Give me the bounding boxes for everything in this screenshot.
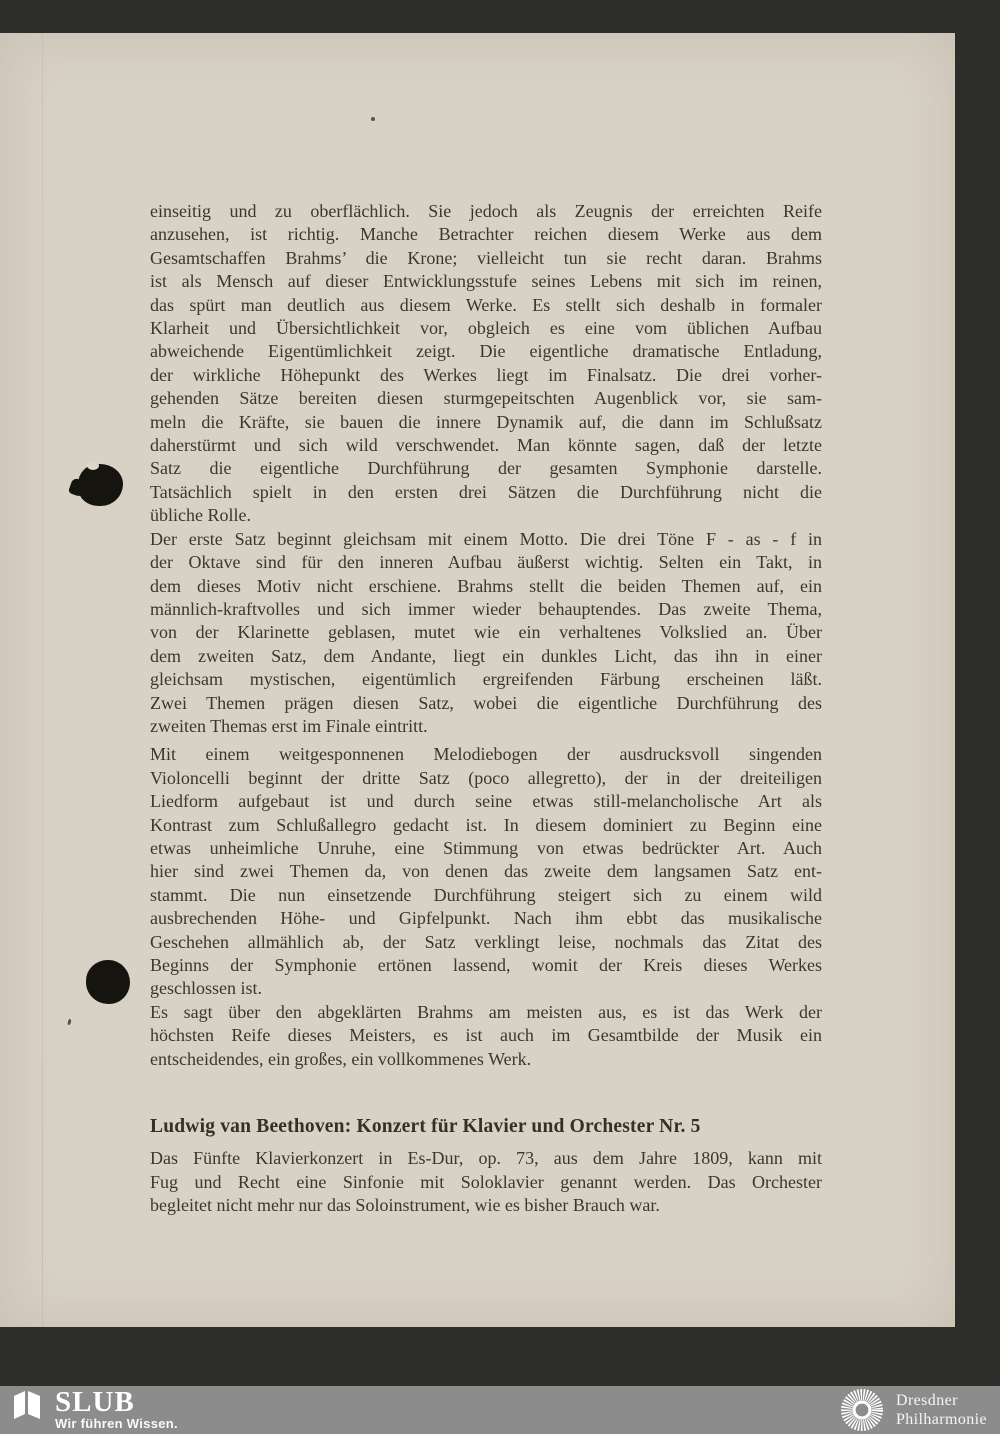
text-line: Geschehen allmählich ab, der Satz verklingt leise, nochmals das Zitat des [150, 931, 822, 952]
paragraph [150, 1001, 822, 1071]
text-line: gehenden Sätze bereiten diesen sturmgepeitschten Augenblick vor, sie sam- [150, 388, 822, 409]
text-line: stammt. Die nun einsetzende Durchführung steigert sich zu einem wild [150, 884, 822, 905]
paper-speck [67, 1019, 71, 1026]
page-fold-line [42, 33, 43, 1327]
slub-logo [14, 1386, 178, 1431]
philharmonie-wordmark [896, 1391, 987, 1429]
punch-hole-bottom [86, 960, 130, 1004]
text-line: meln die Kräfte, sie bauen die innere Dynamik auf, die dann im Schlußsatz [150, 411, 822, 432]
paragraph [150, 1147, 822, 1217]
text-line: dem dieses Motiv nicht erschiene. Brahms stellt die beiden Themen auf, ein [150, 575, 822, 596]
paper-speck [371, 117, 375, 121]
text-line: Der erste Satz beginnt gleichsam mit einem Motto. Die drei Töne F - as - f in [150, 528, 822, 549]
text-line: Beginns der Symphonie ertönen lassend, womit der Kreis dieses Werkes [150, 955, 822, 975]
section-heading: Ludwig van Beethoven: Konzert für Klavier und Orchester Nr. 5 [150, 1116, 701, 1138]
text-line: zweiten Themas erst im Finale eintritt. [150, 715, 428, 736]
text-line: gleichsam mystischen, eigentümlich ergreifenden Färbung erscheinen läßt. [150, 669, 822, 690]
philharmonie-line2: Philharmonie [895, 1411, 987, 1428]
text-line: Kontrast zum Schlußallegro gedacht ist. In diesem dominiert zu Beginn eine [150, 814, 822, 835]
text-line: Satz die eigentliche Durchführung der gesamten Symphonie darstelle. [150, 458, 822, 479]
punch-hole-top [78, 464, 123, 506]
text-line: etwas unheimliche Unruhe, eine Stimmung von etwas bedrückter Art. Auch [150, 837, 822, 858]
text-line: der Oktave sind für den inneren Aufbau äußerst wichtig. Selten ein Takt, in [150, 552, 822, 573]
page-text [150, 200, 822, 1218]
text-line: das spürt man deutlich aus diesem Werke. Es stellt sich deshalb in formaler [150, 294, 822, 315]
text-line: höchsten Reife dieses Meisters, es ist auch im Gesamtbilde der Musik ein [150, 1025, 822, 1046]
scanned-page [0, 33, 955, 1327]
text-line: Violoncelli beginnt der dritte Satz (poco allegretto), der in der dreiteiligen [150, 767, 822, 788]
text-line: Mit einem weitgesponnenen Melodiebogen der ausdrucksvoll singenden [150, 744, 822, 765]
text-line: Zwei Themen prägen diesen Satz, wobei die eigentliche Durchführung des [150, 692, 822, 713]
text-line: Das Fünfte Klavierkonzert in Es-Dur, op. 73, aus dem Jahre 1809, kann mit [150, 1148, 822, 1169]
dresdner-philharmonie-logo [839, 1387, 987, 1433]
text-line: übliche Rolle. [150, 505, 251, 526]
text-line: ausbrechenden Höhe- und Gipfelpunkt. Nach ihm ebbt das musikalische [150, 908, 822, 929]
text-line: der wirkliche Höhepunkt des Werkes liegt im Finalsatz. Die drei vorher- [150, 364, 822, 385]
text-line: Tatsächlich spielt in den ersten drei Sätzen die Durchführung nicht die [150, 481, 822, 502]
text-line: hier sind zwei Themen da, von denen das zweite dem langsamen Satz ent- [150, 861, 822, 882]
text-line: Liedform aufgebaut ist und durch seine etwas still-melancholische Art als [150, 791, 822, 812]
text-line: daherstürmt und sich wild verschwendet. Man könnte sagen, daß der letzte [150, 435, 822, 456]
starburst-icon [839, 1387, 885, 1433]
text-line: entscheidendes, ein großes, ein vollkommenes Werk. [150, 1048, 532, 1069]
open-book-icon [14, 1391, 40, 1420]
text-line: Fug und Recht eine Sinfonie mit Soloklavier genannt werden. Das Orchester [150, 1171, 822, 1192]
text-line: einseitig und zu oberflächlich. Sie jedoch als Zeugnis der erreichten Reife [150, 201, 822, 221]
text-line: dem zweiten Satz, dem Andante, liegt ein dunkles Licht, das ihn in einer [150, 645, 822, 666]
text-line: begleitet nicht mehr nur das Soloinstrument, wie es bisher Brauch war. [150, 1195, 660, 1216]
text-line: anzusehen, ist richtig. Manche Betrachter reichen diesem Werke aus dem [150, 224, 822, 245]
text-line: Klarheit und Übersichtlichkeit vor, obgleich es eine vom üblichen Aufbau [150, 318, 822, 339]
viewer-footer [0, 1386, 1000, 1434]
text-line: männlich-kraftvolles und sich immer wieder behauptendes. Das zweite Thema, [150, 598, 822, 619]
slub-tagline: Wir führen Wissen. [55, 1416, 178, 1431]
text-line: von der Klarinette geblasen, mutet wie ein verhaltenes Volkslied an. Über [150, 622, 822, 643]
philharmonie-line1: Dresdner [895, 1392, 958, 1409]
text-line: ist als Mensch auf dieser Entwicklungsstufe seines Lebens mit sich im reinen, [150, 271, 822, 292]
paragraph [150, 528, 822, 739]
text-line: abweichende Eigentümlichkeit zeigt. Die eigentliche dramatische Entladung, [150, 341, 822, 362]
paragraph [150, 743, 822, 1000]
slub-wordmark [55, 1386, 178, 1431]
text-line: geschlossen ist. [150, 978, 262, 999]
paragraph [150, 200, 822, 528]
text-line: Es sagt über den abgeklärten Brahms am meisten aus, es ist das Werk der [150, 1001, 822, 1022]
slub-name: SLUB [55, 1386, 135, 1418]
text-line: Gesamtschaffen Brahms’ die Krone; vielleicht tun sie recht daran. Brahms [150, 247, 822, 268]
